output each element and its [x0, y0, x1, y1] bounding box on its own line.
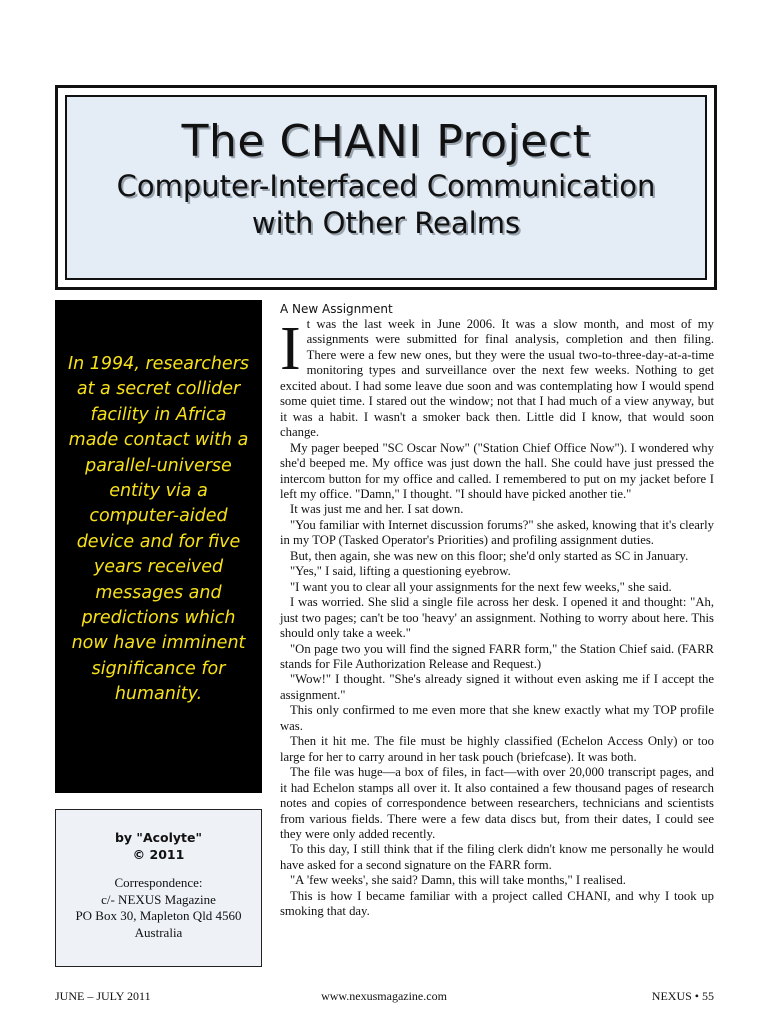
- copyright-line: © 2011: [132, 847, 185, 862]
- article-paragraph: To this day, I still think that if the filing clerk didn't know me personally he would have asked for a second signature on the FARR form.: [280, 842, 714, 872]
- title-panel: [65, 95, 707, 280]
- article-paragraph: My pager beeped "SC Oscar Now" ("Station Chief Office Now"). I wondered why she'd beeped me. My office was just down the hall. She could have just pressed the intercom button for my office and called. I remembered to put on my jacket before I left my office. "Damn," I thought. "I should have picked another tie.": [280, 440, 714, 501]
- article-paragraph: [280, 317, 714, 441]
- subtitle-line-1: Computer-Interfaced Communication: [116, 168, 656, 203]
- article-paragraph: It was just me and her. I sat down.: [290, 502, 464, 517]
- correspondence-block: [56, 875, 261, 941]
- drop-cap: I: [280, 315, 301, 383]
- footer-issue-date: JUNE – JULY 2011: [55, 989, 151, 1003]
- article-paragraph: But, then again, she was new on this floor; she'd only started as SC in January.: [290, 548, 689, 563]
- article-paragraph: "On page two you will find the signed FARR form," the Station Chief said. (FARR stands for File Authorization Release and Request.): [280, 641, 714, 671]
- article-paragraph: Then it hit me. The file must be highly classified (Echelon Access Only) or too large for her to carry around in her task pouch (briefcase). It was both.: [280, 734, 714, 764]
- address-line: PO Box 30, Mapleton Qld 4560: [75, 908, 242, 923]
- section-heading: A New Assignment: [280, 302, 393, 316]
- correspondence-label: Correspondence:: [114, 875, 203, 890]
- author-byline: by "Acolyte": [114, 830, 203, 845]
- article-paragraph: This is how I became familiar with a project called CHANI, and why I took up smoking that day.: [280, 888, 714, 919]
- article-paragraph: The file was huge—a box of files, in fact—with over 20,000 transcript pages, and it had Echelon stamps all over it. It also contained a few thousand pages of research notes and copies of correspondence between researchers, technicians and scientists from various fields. There were a few data discs but, from their dates, I could see they were only added recently.: [280, 765, 714, 841]
- address-line: c/- NEXUS Magazine: [101, 891, 216, 907]
- article-paragraph: "Yes," I said, lifting a questioning eyebrow.: [290, 564, 511, 579]
- author-credit-box: [55, 809, 262, 967]
- article-paragraph: "Wow!" I thought. "She's already signed it without even asking me if I accept the assignment.": [280, 672, 714, 702]
- subtitle-line-2: with Other Realms: [251, 206, 521, 241]
- pull-quote-text: In 1994, researchers at a secret collider facility in Africa made contact with a parallel-universe entity via a computer-aided device and for five years received messages and predictions which now have imminent significance for humanity.: [67, 354, 250, 705]
- article-paragraph: This only confirmed to me even more that she knew exactly what my TOP profile was.: [280, 703, 714, 733]
- address-line: Australia: [134, 924, 183, 940]
- pull-quote-box: [55, 300, 262, 793]
- footer-website-link[interactable]: www.nexusmagazine.com: [321, 989, 447, 1003]
- footer-page-number: NEXUS • 55: [651, 989, 714, 1003]
- article-paragraph: "You familiar with Internet discussion forums?" she asked, knowing that it's clearly in my TOP (Tasked Operator's Priorities) and profiling assignment duties.: [280, 517, 714, 548]
- paragraph-text: t was the last week in June 2006. It was a slow month, and most of my assignments were submitted for final analysis, completion and then filing. There were a few new ones, but they were the usual two-to-three-day-at-a-time monitoring types and surveillance over the next few weeks. Nothing to get excited about. I had some leave due soon and was contemplating how I would spend some quiet time. I stared out the window; not that I had much of a view anyway, but it was a habit. I wasn't a smoker back then. Little did I know, that would soon change.: [280, 317, 714, 440]
- article-paragraph: "A 'few weeks', she said? Damn, this will take months," I realised.: [290, 873, 626, 888]
- page-title: The CHANI Project: [181, 116, 591, 167]
- article-body: [280, 301, 714, 920]
- article-paragraph: "I want you to clear all your assignments for the next few weeks," she said.: [290, 579, 672, 594]
- article-paragraph: I was worried. She slid a single file across her desk. I opened it and thought: "Ah, just two pages; can't be too 'heavy' an assignment. Nothing to worry about here. This should only take a week.": [280, 595, 714, 641]
- title-box: [55, 85, 717, 290]
